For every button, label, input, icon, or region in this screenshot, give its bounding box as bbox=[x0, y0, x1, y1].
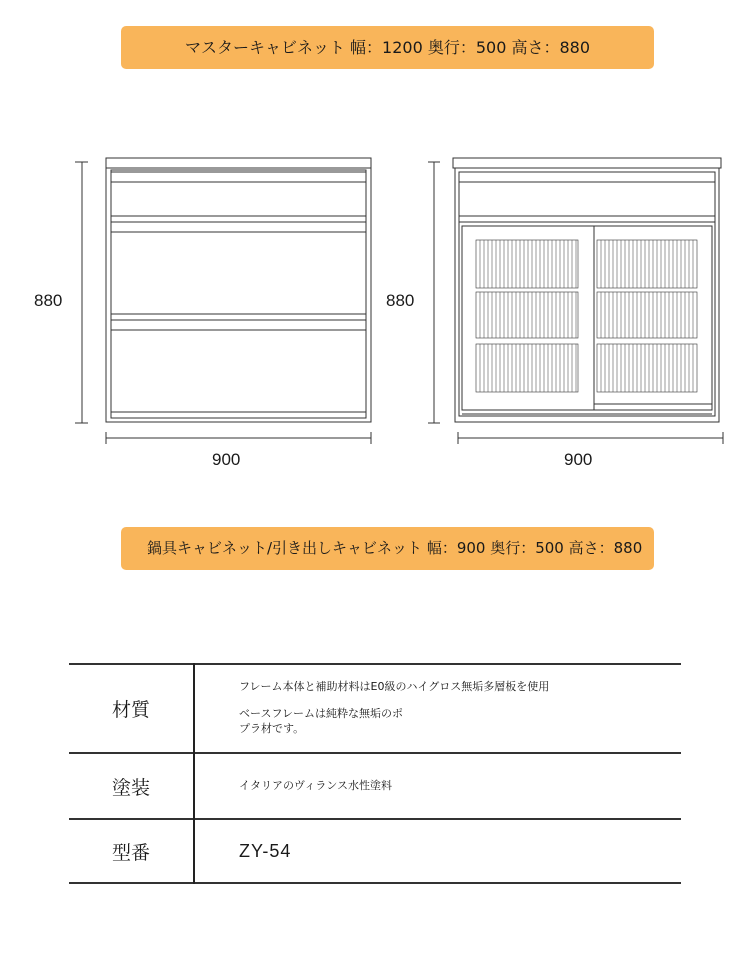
right-height-dimension-line bbox=[428, 162, 440, 423]
bottom-dimension-banner bbox=[121, 527, 654, 570]
material-line-1: フレーム本体と補助材料はE0級のハイグロス無垢多層板を使用 bbox=[239, 680, 550, 694]
right-top-drawer bbox=[459, 172, 715, 216]
material-line-3: プラ材です。 bbox=[239, 721, 305, 735]
paint-value: イタリアのヴィランス水性塗料 bbox=[239, 778, 393, 792]
material-label: 材質 bbox=[69, 664, 194, 753]
door-slats bbox=[480, 240, 693, 392]
left-width-label: 900 bbox=[212, 450, 241, 469]
right-width-dimension-line bbox=[458, 432, 723, 444]
material-value bbox=[194, 664, 681, 753]
paint-label: 塗装 bbox=[69, 753, 194, 819]
spec-table bbox=[69, 663, 681, 884]
left-cabinet bbox=[106, 158, 371, 422]
left-height-dimension-line bbox=[75, 162, 88, 423]
material-line-2: ベースフレームは純粋な無垢のポ bbox=[239, 707, 404, 721]
right-width-label: 900 bbox=[564, 450, 593, 469]
slatted-panels bbox=[476, 240, 697, 392]
left-bottom-flap bbox=[111, 320, 366, 412]
top-banner-text: マスターキャビネット 幅：1200 奥行：500 高さ：880 bbox=[184, 37, 591, 57]
left-top-drawer bbox=[111, 172, 366, 216]
spec-row-material bbox=[69, 664, 681, 753]
spec-row-model bbox=[69, 819, 681, 883]
left-width-dimension-line bbox=[106, 432, 371, 444]
spec-row-paint bbox=[69, 753, 681, 819]
left-middle-flap bbox=[111, 222, 366, 314]
model-label: 型番 bbox=[69, 819, 194, 883]
model-value: ZY-54 bbox=[239, 840, 292, 861]
left-height-label: 880 bbox=[34, 291, 63, 310]
bottom-banner-text: 鍋具キャビネット/引き出しキャビネット 幅：900 奥行：500 高さ：880 bbox=[147, 539, 643, 557]
right-height-label: 880 bbox=[386, 291, 415, 310]
